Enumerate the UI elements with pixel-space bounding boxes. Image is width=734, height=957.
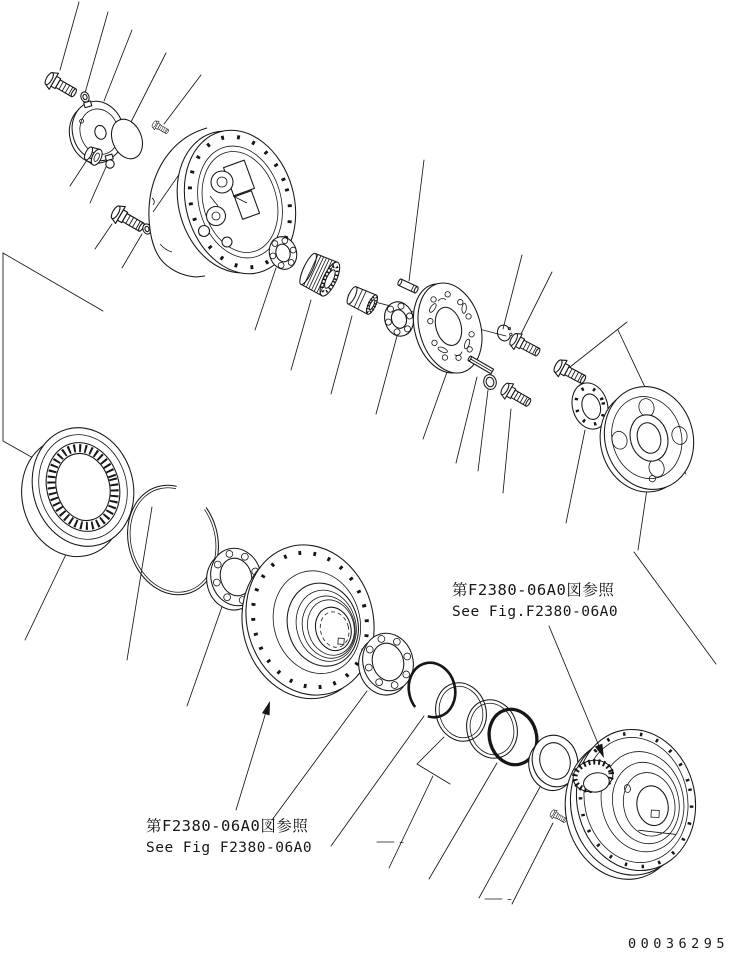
left-reference-en: See Fig F2380-06A0 (146, 840, 313, 856)
dowel-pin (397, 278, 419, 293)
steel-ball (106, 160, 114, 168)
bolt-4 (498, 380, 534, 411)
mounting-bolt-2 (108, 202, 147, 236)
left-reference-arrow (262, 701, 270, 716)
needle-bearing-ring (6, 416, 150, 569)
spline-spacer (345, 284, 380, 315)
seal-ring-1 (429, 677, 493, 747)
left-reference-ja: 第F2380-06A0図参照 (146, 817, 309, 835)
roller-bearing-drum (296, 250, 343, 298)
seal-ring-2 (460, 694, 524, 764)
mounting-bolt-1 (42, 69, 80, 101)
plug-small (151, 119, 171, 136)
left-reference-callout (146, 701, 312, 856)
bolt-3 (507, 330, 543, 360)
right-reference-ja: 第F2380-06A0図参照 (452, 581, 615, 599)
lock-washer (482, 373, 498, 391)
drawing-number: 00036295 (628, 936, 730, 952)
torque-converter-drum (551, 718, 710, 890)
right-reference-en: See Fig.F2380-06A0 (452, 604, 619, 620)
gear-hub (588, 376, 706, 503)
